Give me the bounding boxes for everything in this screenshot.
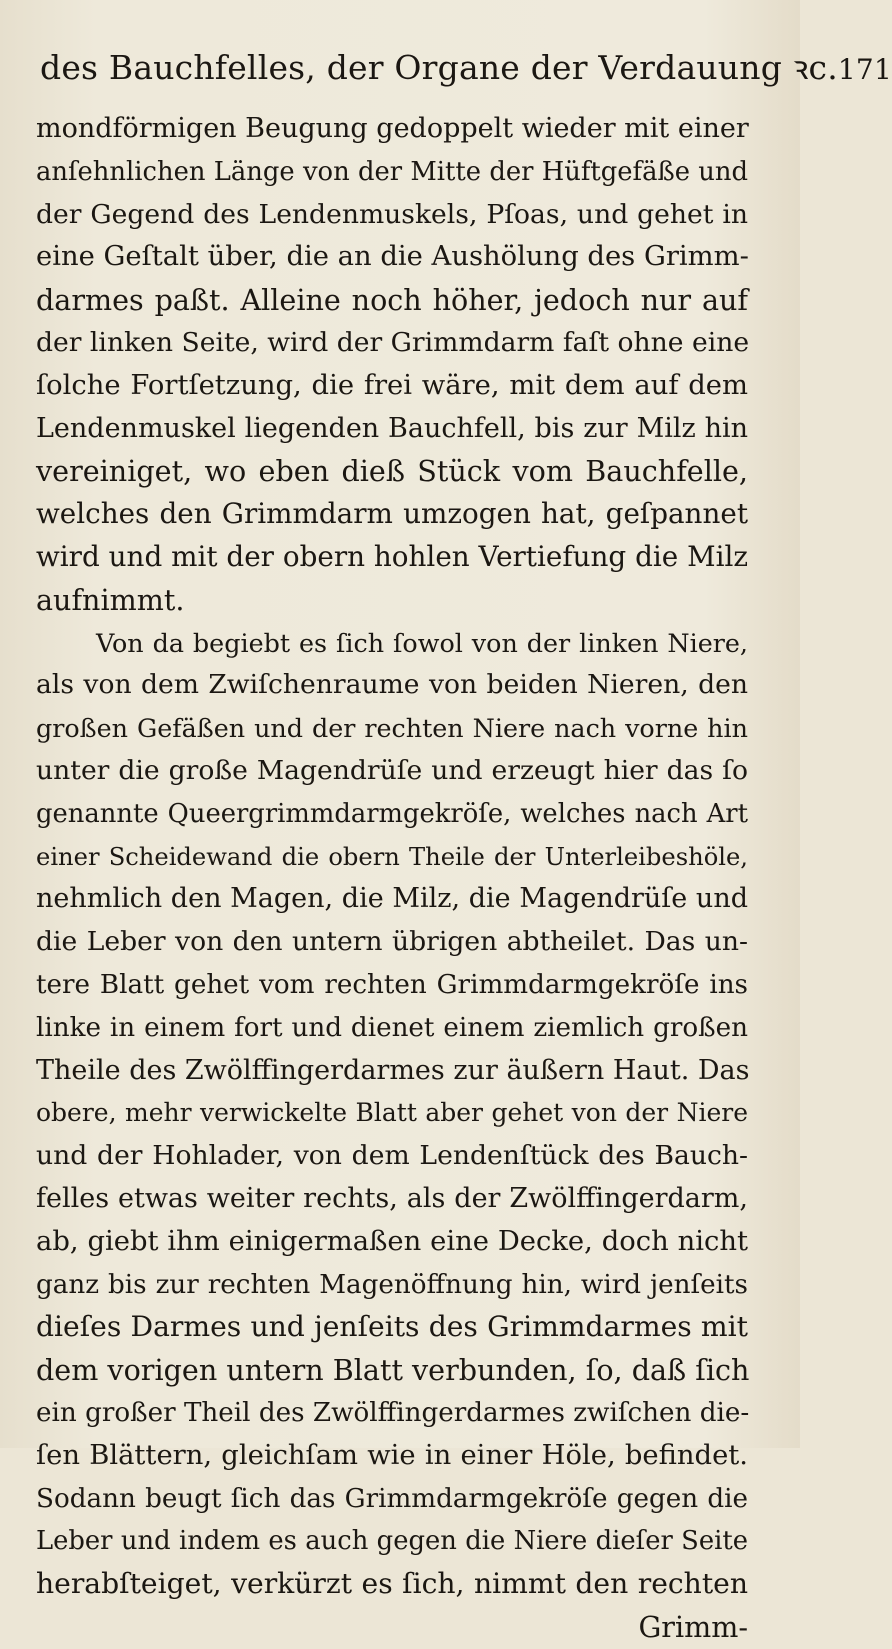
text-line: mondförmigen Beugung gedoppelt wieder mit einer [36, 113, 749, 144]
text-line: felles etwas weiter rechts, als der Zwölffingerdarm, [36, 1182, 748, 1214]
text-line: einer Scheidewand die obern Theile der Unterleibeshöle, [36, 842, 748, 871]
text-line: der Gegend des Lendenmuskels, Pſoas, und gehet in [36, 198, 748, 230]
text-line: anſehnlichen Länge von der Mitte der Hüftgefäße und [36, 156, 748, 187]
text-line: genannte Queergrimmdarmgekröſe, welches nach Art [36, 798, 748, 829]
text-line: ein großer Theil des Zwölffingerdarmes zwiſchen die- [36, 1397, 750, 1428]
text-line: tere Blatt gehet vom rechten Grimmdarmgekröſe ins [36, 969, 748, 1000]
text-line: linke in einem fort und dienet einem ziemlich großen [36, 1012, 748, 1043]
text-line: herabſteiget, verkürzt es ſich, nimmt den rechten [36, 1567, 748, 1601]
text-line: unter die große Magendrüſe und erzeugt hier das ſo [36, 754, 748, 786]
text-line: und der Hohlader, von dem Lendenſtück des Bauch- [36, 1140, 748, 1172]
text-line: Lendenmuskel liegenden Bauchfell, bis zur Milz hin [36, 412, 748, 444]
text-line: dieſes Darmes und jenſeits des Grimmdarmes mit [36, 1310, 748, 1344]
text-line: Leber und indem es auch gegen die Niere dieſer Seite [36, 1526, 748, 1557]
text-line: darmes paßt. Alleine noch höher, jedoch nur auf [36, 283, 748, 318]
text-line: aufnimmt. [36, 582, 185, 617]
page-number: 171 [837, 53, 892, 86]
text-line: obere, mehr verwickelte Blatt aber gehet von der Niere [36, 1098, 748, 1128]
text-line: Theile des Zwölffingerdarmes zur äußern Haut. Das [36, 1054, 750, 1086]
text-line: ab, giebt ihm einigermaßen eine Decke, doch nicht [36, 1225, 748, 1257]
page-header [40, 44, 892, 92]
catchword: Grimm- [638, 1609, 748, 1644]
text-line: Von da begiebt es ſich ſowol von der linken Niere, [96, 627, 748, 658]
text-line: eine Geſtalt über, die an die Aushölung des Grimm- [36, 241, 749, 273]
text-line: die Leber von den untern übrigen abtheilet. Das un- [36, 926, 748, 958]
text-line: wird und mit der obern hohlen Vertiefung die Milz [36, 539, 748, 573]
text-line: ganz bis zur rechten Magenöffnung hin, wird jenſeits [36, 1269, 748, 1300]
text-line: ſolche Fortſetzung, die frei wäre, mit dem auf dem [36, 369, 748, 401]
text-line: Sodann beugt ſich das Grimmdarmgekröſe gegen die [36, 1483, 748, 1514]
text-line: ſen Blättern, gleichſam wie in einer Höle, befindet. [36, 1439, 748, 1471]
paragraph-2 [36, 622, 748, 1606]
text-line: dem vorigen untern Blatt verbunden, ſo, daß ſich [36, 1353, 750, 1388]
text-line: nehmlich den Magen, die Milz, die Magendrüſe und [36, 883, 748, 915]
text-line: welches den Grimmdarm umzogen hat, geſpannet [36, 497, 748, 531]
text-line: großen Gefäßen und der rechten Niere nach vorne hin [36, 713, 748, 744]
text-line: als von dem Zwiſchenraume von beiden Nieren, den [36, 669, 748, 701]
body-text [36, 108, 748, 1649]
text-line: der linken Seite, wird der Grimmdarm faſt ohne eine [36, 326, 750, 358]
text-line: vereiniget, wo eben dieß Stück vom Bauchfelle, [36, 454, 748, 489]
paragraph-1 [36, 108, 748, 622]
running-head: des Bauchfelles, der Organe der Verdauung ꝛc. [40, 48, 838, 87]
